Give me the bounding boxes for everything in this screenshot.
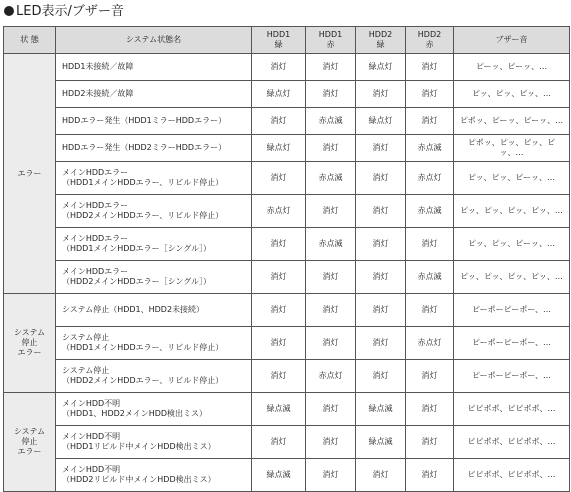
hdd2-green-cell: 緑点滅 (356, 393, 406, 426)
buzzer-cell: ピッ、ピッ、ピーッ、… (454, 162, 570, 195)
hdd2-red-cell: 消灯 (406, 393, 454, 426)
hdd2-green-cell: 消灯 (356, 135, 406, 162)
system-state-cell: システム停止 （HDD1メインHDDエラー、リビルド停止） (56, 327, 252, 360)
header-hdd1-green: HDD1 緑 (252, 27, 306, 54)
hdd1-green-cell: 消灯 (252, 261, 306, 294)
system-state-cell: HDDエラー発生（HDD1ミラーHDDエラー） (56, 108, 252, 135)
hdd2-red-cell: 赤点灯 (406, 162, 454, 195)
hdd1-red-cell: 消灯 (306, 393, 356, 426)
hdd1-green-cell: 消灯 (252, 228, 306, 261)
hdd2-red-cell: 消灯 (406, 81, 454, 108)
table-row (4, 195, 570, 228)
hdd1-green-cell: 消灯 (252, 294, 306, 327)
system-state-cell: システム停止（HDD1、HDD2未接続） (56, 294, 252, 327)
hdd1-red-cell: 消灯 (306, 54, 356, 81)
table-row (4, 81, 570, 108)
buzzer-cell: ピッ、ピッ、ピッ、… (454, 81, 570, 108)
hdd2-green-cell: 消灯 (356, 459, 406, 492)
table-row (4, 360, 570, 393)
buzzer-cell: ピーポーピーポー、… (454, 360, 570, 393)
buzzer-cell: ピーッ、ピーッ、… (454, 54, 570, 81)
hdd2-green-cell: 消灯 (356, 81, 406, 108)
hdd2-green-cell: 消灯 (356, 294, 406, 327)
header-hdd2-green: HDD2 緑 (356, 27, 406, 54)
table-row (4, 228, 570, 261)
hdd1-green-cell: 消灯 (252, 54, 306, 81)
buzzer-cell: ピッ、ピッ、ピーッ、… (454, 228, 570, 261)
hdd1-green-cell: 消灯 (252, 360, 306, 393)
hdd2-red-cell: 赤点灯 (406, 327, 454, 360)
table-row (4, 162, 570, 195)
header-state: 状 態 (4, 27, 56, 54)
hdd1-red-cell: 赤点滅 (306, 228, 356, 261)
header-system-state-name: システム状態名 (56, 27, 252, 54)
buzzer-cell: ピポッ、ピッ、ピッ、ピッ、… (454, 135, 570, 162)
table-header-row (4, 27, 570, 54)
buzzer-cell: ピッ、ピッ、ピッ、ピッ、… (454, 195, 570, 228)
system-state-cell: メインHDD不明 （HDD1リビルド中メインHDD検出ミス） (56, 426, 252, 459)
hdd1-green-cell: 緑点灯 (252, 81, 306, 108)
hdd2-green-cell: 消灯 (356, 261, 406, 294)
system-state-cell: HDD1未接続／故障 (56, 54, 252, 81)
table-row (4, 261, 570, 294)
hdd1-green-cell: 緑点灯 (252, 135, 306, 162)
buzzer-cell: ピーポーピーポー、… (454, 327, 570, 360)
system-state-cell: メインHDD不明 （HDD1、HDD2メインHDD検出ミス） (56, 393, 252, 426)
hdd1-red-cell: 消灯 (306, 426, 356, 459)
table-row (4, 54, 570, 81)
hdd1-red-cell: 赤点滅 (306, 108, 356, 135)
hdd1-red-cell: 消灯 (306, 327, 356, 360)
table-row (4, 459, 570, 492)
hdd2-green-cell: 消灯 (356, 228, 406, 261)
buzzer-cell: ピッ、ピッ、ピッ、ピッ、… (454, 261, 570, 294)
hdd2-green-cell: 消灯 (356, 162, 406, 195)
buzzer-cell: ピピポポ、ピピポポ、… (454, 426, 570, 459)
hdd1-green-cell: 消灯 (252, 426, 306, 459)
system-state-cell: メインHDDエラー （HDD2メインHDDエラー［シングル］） (56, 261, 252, 294)
hdd1-red-cell: 赤点灯 (306, 360, 356, 393)
table-row (4, 327, 570, 360)
led-buzzer-table (3, 26, 570, 492)
buzzer-cell: ピピポポ、ピピポポ、… (454, 393, 570, 426)
hdd1-red-cell: 消灯 (306, 135, 356, 162)
table-row (4, 135, 570, 162)
system-state-cell: HDDエラー発生（HDD2ミラーHDDエラー） (56, 135, 252, 162)
page-title: LED表示/ブザー音 (4, 2, 124, 22)
hdd2-red-cell: 消灯 (406, 294, 454, 327)
table-row (4, 393, 570, 426)
hdd2-red-cell: 消灯 (406, 108, 454, 135)
hdd1-green-cell: 消灯 (252, 162, 306, 195)
hdd1-green-cell: 赤点灯 (252, 195, 306, 228)
header-buzzer: ブザー音 (454, 27, 570, 54)
hdd2-red-cell: 消灯 (406, 54, 454, 81)
hdd2-red-cell: 赤点滅 (406, 261, 454, 294)
hdd1-red-cell: 消灯 (306, 261, 356, 294)
table-row (4, 294, 570, 327)
hdd2-green-cell: 緑点滅 (356, 426, 406, 459)
hdd2-red-cell: 消灯 (406, 228, 454, 261)
hdd1-red-cell: 消灯 (306, 81, 356, 108)
system-state-cell: メインHDDエラー （HDD2メインHDDエラー、リビルド停止） (56, 195, 252, 228)
hdd2-red-cell: 赤点滅 (406, 195, 454, 228)
state-cell: エラー (4, 54, 56, 294)
buzzer-cell: ピポッ、ピーッ、ピーッ、… (454, 108, 570, 135)
hdd1-red-cell: 赤点滅 (306, 162, 356, 195)
bullet-icon (4, 6, 14, 16)
buzzer-cell: ピーポーピーポー、… (454, 294, 570, 327)
hdd1-green-cell: 消灯 (252, 108, 306, 135)
system-state-cell: メインHDDエラー （HDD1メインHDDエラー、リビルド停止） (56, 162, 252, 195)
hdd2-green-cell: 消灯 (356, 195, 406, 228)
state-cell: システム 停止 エラー (4, 294, 56, 393)
state-cell: システム 停止 エラー (4, 393, 56, 492)
hdd2-green-cell: 緑点灯 (356, 108, 406, 135)
hdd2-red-cell: 消灯 (406, 426, 454, 459)
system-state-cell: メインHDDエラー （HDD1メインHDDエラー［シングル］） (56, 228, 252, 261)
hdd2-green-cell: 消灯 (356, 327, 406, 360)
hdd2-green-cell: 消灯 (356, 360, 406, 393)
buzzer-cell: ピピポポ、ピピポポ、… (454, 459, 570, 492)
header-hdd2-red: HDD2 赤 (406, 27, 454, 54)
hdd1-red-cell: 消灯 (306, 294, 356, 327)
hdd2-red-cell: 消灯 (406, 459, 454, 492)
hdd1-red-cell: 消灯 (306, 195, 356, 228)
table-row (4, 108, 570, 135)
system-state-cell: HDD2未接続／故障 (56, 81, 252, 108)
hdd1-green-cell: 消灯 (252, 327, 306, 360)
hdd1-green-cell: 緑点滅 (252, 459, 306, 492)
system-state-cell: システム停止 （HDD2メインHDDエラー、リビルド停止） (56, 360, 252, 393)
hdd1-green-cell: 緑点滅 (252, 393, 306, 426)
hdd2-red-cell: 赤点滅 (406, 135, 454, 162)
header-hdd1-red: HDD1 赤 (306, 27, 356, 54)
hdd1-red-cell: 消灯 (306, 459, 356, 492)
table-row (4, 426, 570, 459)
hdd2-red-cell: 消灯 (406, 360, 454, 393)
hdd2-green-cell: 緑点灯 (356, 54, 406, 81)
system-state-cell: メインHDD不明 （HDD2リビルド中メインHDD検出ミス） (56, 459, 252, 492)
